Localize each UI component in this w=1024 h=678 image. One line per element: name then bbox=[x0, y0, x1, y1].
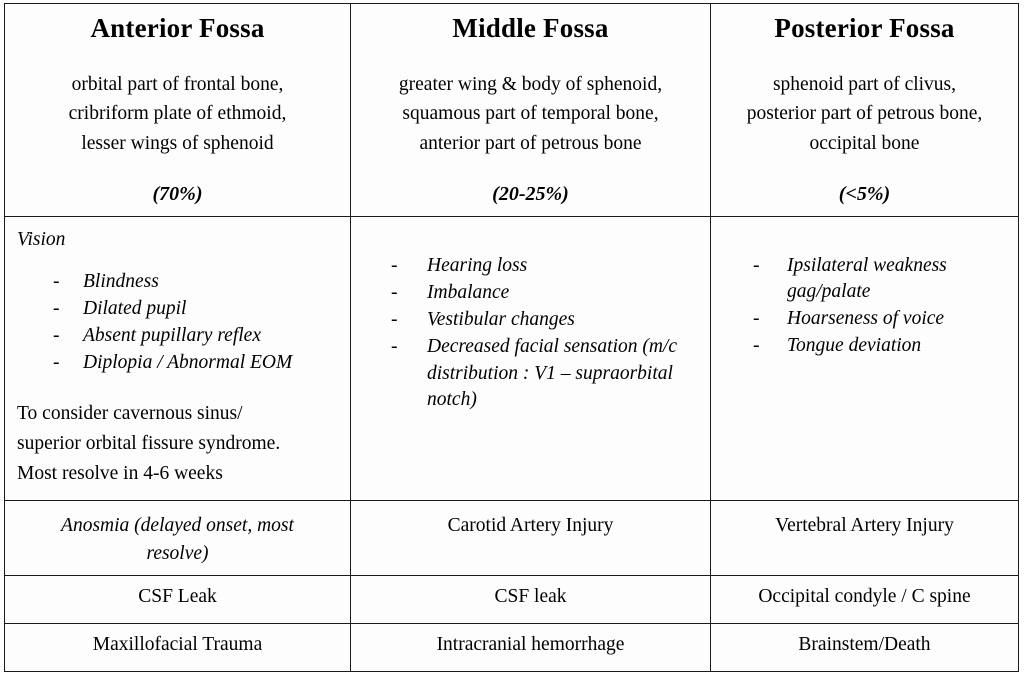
vascular-injury-middle: Carotid Artery Injury bbox=[447, 515, 614, 536]
other-injury-posterior: Brainstem/Death bbox=[798, 634, 931, 655]
list-item-label: Vestibular changes bbox=[427, 309, 575, 331]
bone-line: squamous part of temporal bone, bbox=[402, 103, 659, 125]
fossa-bones-posterior bbox=[711, 70, 1018, 159]
list-item bbox=[5, 350, 350, 376]
bullet-dash-icon: - bbox=[391, 336, 398, 358]
other-injury-anterior: Maxillofacial Trauma bbox=[92, 634, 263, 655]
symptom-list-anterior bbox=[5, 269, 350, 377]
bone-line: greater wing & body of sphenoid, bbox=[398, 73, 663, 95]
csf-anterior: CSF Leak bbox=[138, 586, 217, 607]
table-row-symptoms bbox=[5, 217, 1019, 501]
anosmia-line: Anosmia (delayed onset, most bbox=[61, 515, 294, 536]
list-item-label: Hearing loss bbox=[427, 255, 528, 276]
cell-posterior-header bbox=[711, 4, 1019, 217]
cell-anterior-symptoms bbox=[5, 217, 351, 501]
cell-anterior-header bbox=[5, 4, 351, 217]
csf-posterior: Occipital condyle / C spine bbox=[758, 586, 971, 607]
cell-middle-csf bbox=[351, 576, 711, 624]
table-row-vascular bbox=[5, 501, 1019, 576]
list-item-label: Blindness bbox=[83, 271, 159, 292]
cell-anterior-csf bbox=[5, 576, 351, 624]
fossa-incidence-middle: (20-25%) bbox=[492, 182, 569, 205]
bone-line: posterior part of petrous bone, bbox=[746, 103, 983, 125]
list-item-label: Hoarseness of voice bbox=[787, 308, 945, 330]
bone-line: sphenoid part of clivus, bbox=[772, 73, 957, 95]
note-line: Most resolve in 4-6 weeks bbox=[17, 462, 223, 484]
symptom-heading-anterior: Vision bbox=[17, 229, 66, 250]
symptom-note-anterior bbox=[17, 399, 350, 490]
list-item-label: Decreased facial sensation (m/c distribution : V1 – supraorbital notch) bbox=[427, 336, 678, 410]
list-item bbox=[351, 253, 710, 279]
bullet-dash-icon: - bbox=[53, 352, 60, 374]
bullet-dash-icon: - bbox=[391, 255, 398, 276]
table-row-fossa-header bbox=[5, 4, 1019, 217]
vascular-injury-posterior: Vertebral Artery Injury bbox=[775, 515, 954, 536]
symptom-list-middle bbox=[351, 253, 710, 413]
bullet-dash-icon: - bbox=[53, 271, 60, 292]
symptom-list-posterior bbox=[711, 253, 1018, 360]
cell-posterior-symptoms bbox=[711, 217, 1019, 501]
note-line: To consider cavernous sinus/ bbox=[17, 402, 243, 424]
bullet-dash-icon: - bbox=[391, 309, 398, 331]
list-item bbox=[711, 253, 1018, 305]
fossa-title-posterior: Posterior Fossa bbox=[774, 13, 955, 43]
bullet-dash-icon: - bbox=[753, 308, 760, 330]
list-item bbox=[5, 323, 350, 349]
cell-middle-vascular bbox=[351, 501, 711, 576]
list-item bbox=[351, 307, 710, 333]
bullet-dash-icon: - bbox=[753, 255, 760, 276]
bone-line: anterior part of petrous bone bbox=[419, 132, 642, 154]
fossa-title-middle: Middle Fossa bbox=[452, 13, 609, 43]
fossa-incidence-posterior: (<5%) bbox=[838, 182, 891, 205]
fossa-title-anterior: Anterior Fossa bbox=[90, 13, 265, 43]
bullet-dash-icon: - bbox=[53, 325, 60, 347]
table-row-other-injuries bbox=[5, 624, 1019, 672]
list-item bbox=[351, 280, 710, 306]
cell-anterior-other bbox=[5, 624, 351, 672]
list-item-label: Diplopia / Abnormal EOM bbox=[83, 352, 293, 374]
bone-line: cribriform plate of ethmoid, bbox=[68, 103, 287, 125]
list-item bbox=[711, 333, 1018, 359]
other-injury-middle: Intracranial hemorrhage bbox=[436, 634, 625, 655]
cell-posterior-vascular bbox=[711, 501, 1019, 576]
list-item-label: Ipsilateral weakness gag/palate bbox=[787, 255, 947, 303]
list-item-label: Imbalance bbox=[427, 282, 510, 304]
list-item bbox=[5, 296, 350, 322]
fossa-incidence-anterior: (70%) bbox=[152, 182, 203, 205]
cell-posterior-other bbox=[711, 624, 1019, 672]
bone-line: orbital part of frontal bone, bbox=[71, 73, 284, 95]
cell-middle-other bbox=[351, 624, 711, 672]
cell-middle-header bbox=[351, 4, 711, 217]
anosmia-text bbox=[5, 501, 350, 567]
list-item-label: Dilated pupil bbox=[83, 298, 187, 320]
list-item-label: Tongue deviation bbox=[787, 335, 922, 357]
csf-middle: CSF leak bbox=[494, 586, 567, 607]
cell-posterior-csf bbox=[711, 576, 1019, 624]
list-item-label: Absent pupillary reflex bbox=[83, 325, 261, 347]
bullet-dash-icon: - bbox=[391, 282, 398, 304]
list-item bbox=[5, 269, 350, 295]
cell-anterior-vascular bbox=[5, 501, 351, 576]
skull-base-fracture-table bbox=[4, 3, 1019, 672]
bone-line: occipital bone bbox=[809, 132, 920, 154]
bullet-dash-icon: - bbox=[753, 335, 760, 357]
table-row-csf bbox=[5, 576, 1019, 624]
fossa-bones-anterior bbox=[5, 70, 350, 159]
list-item bbox=[711, 306, 1018, 332]
anosmia-line: resolve) bbox=[146, 542, 209, 564]
bone-line: lesser wings of sphenoid bbox=[81, 132, 274, 154]
note-line: superior orbital fissure syndrome. bbox=[17, 432, 281, 454]
cell-middle-symptoms bbox=[351, 217, 711, 501]
bullet-dash-icon: - bbox=[53, 298, 60, 320]
fossa-bones-middle bbox=[351, 70, 710, 159]
list-item bbox=[351, 334, 710, 412]
